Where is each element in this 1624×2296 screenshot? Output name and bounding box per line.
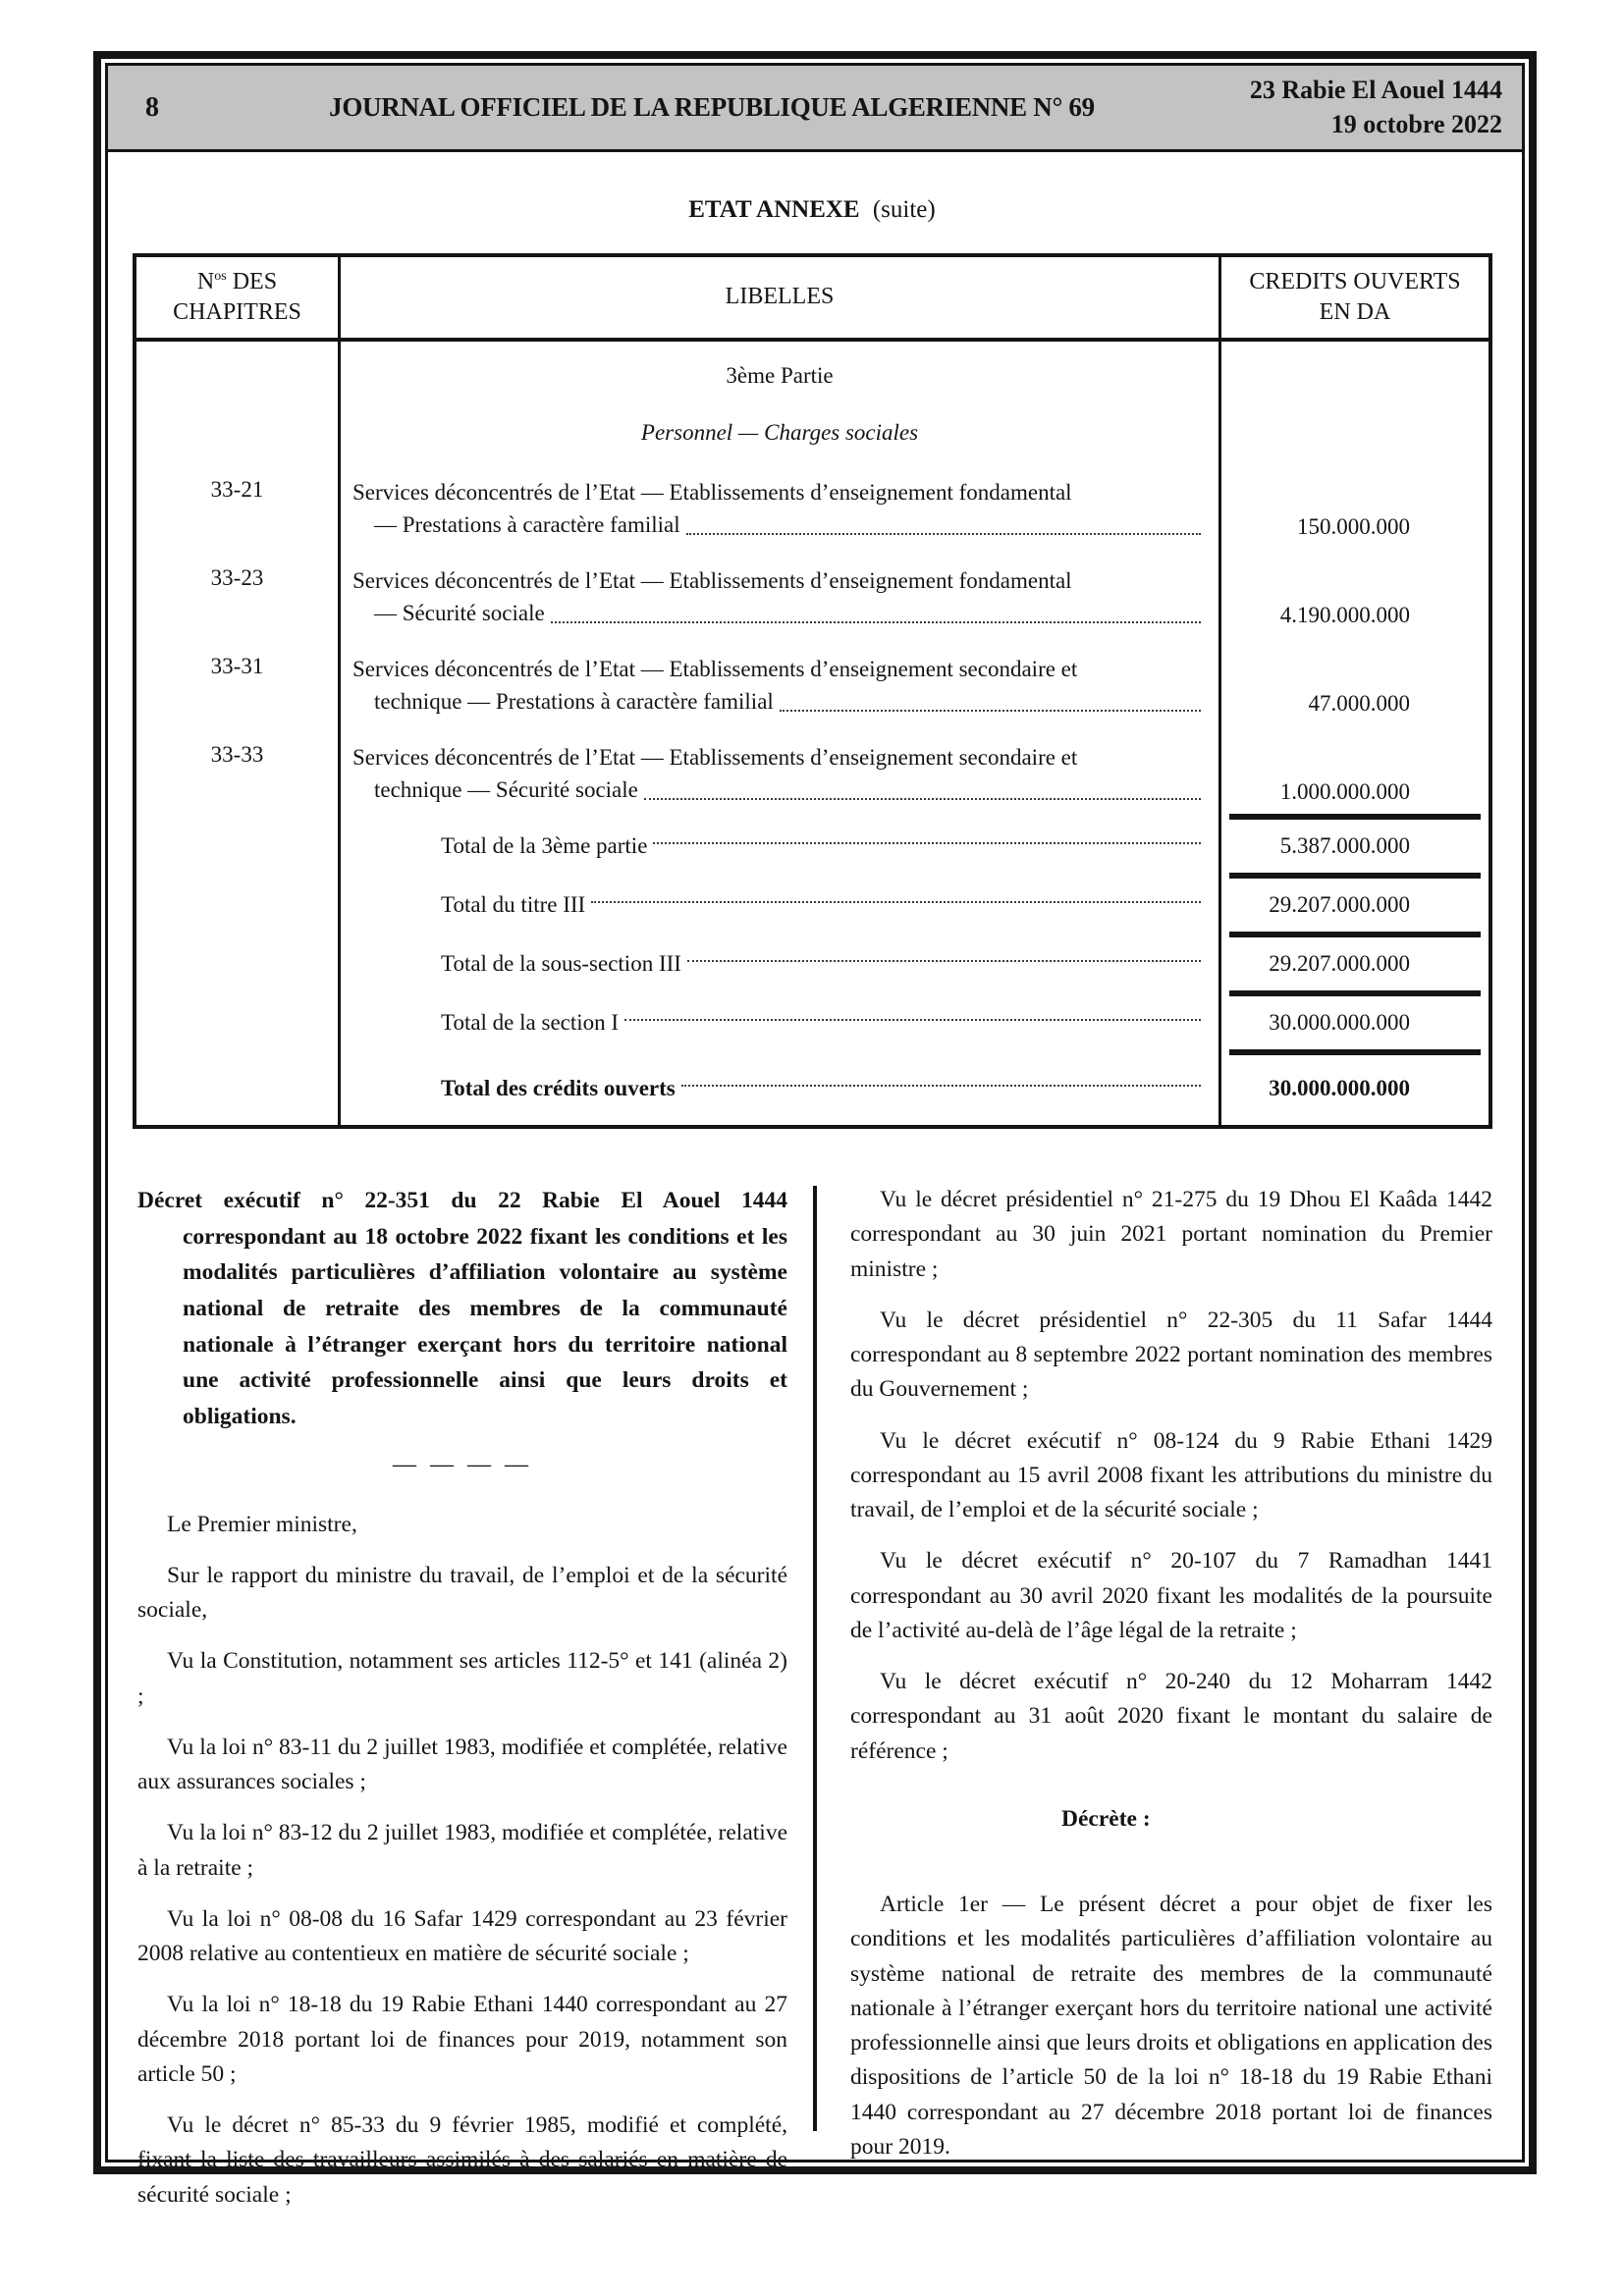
empty-cell <box>136 934 338 993</box>
paragraph: Vu la loi n° 83-11 du 2 juillet 1983, modifiée et complétée, relative aux assurances sociales ; <box>137 1734 787 1795</box>
total-label: Total de la sous-section III <box>338 934 1221 993</box>
credit-amount: 4.190.000.000 <box>1221 552 1489 640</box>
paragraph: Vu le décret exécutif n° 20-240 du 12 Moharram 1442 correspondant au 31 août 2020 fixant le montant du salaire de référence ; <box>850 1669 1492 1764</box>
issue-dates <box>1198 74 1522 141</box>
paragraph: Vu la loi n° 18-18 du 19 Rabie Ethani 1440 correspondant au 27 décembre 2018 portant loi de finances pour 2019, notamment son article 50 ; <box>137 1992 787 2087</box>
credit-amount: 150.000.000 <box>1221 463 1489 552</box>
libelle <box>338 552 1221 640</box>
dot-leader <box>681 1085 1201 1087</box>
chapter-number: 33-21 <box>136 463 338 552</box>
annexe-title-suffix: (suite) <box>872 196 936 223</box>
libelle-line1: Services déconcentrés de l’Etat — Etablissements d’enseignement secondaire et <box>352 745 1078 770</box>
libelle-line1: Services déconcentrés de l’Etat — Etablissements d’enseignement fondamental <box>352 568 1072 593</box>
credit-amount: 47.000.000 <box>1221 640 1489 728</box>
dot-leader <box>551 598 1201 624</box>
part-title: 3ème Partie <box>338 342 1221 404</box>
dot-leader <box>591 901 1201 903</box>
paragraph: Vu la loi n° 83-12 du 2 juillet 1983, modifiée et complétée, relative à la retraite ; <box>137 1820 787 1881</box>
col-header-credits-line2: EN DA <box>1319 299 1391 325</box>
page-number: 8 <box>145 91 159 123</box>
libelle <box>338 640 1221 728</box>
page-header <box>108 66 1522 152</box>
column-divider-rule <box>813 1186 817 2131</box>
total-amount: 29.207.000.000 <box>1221 876 1489 934</box>
annexe-title-main: ETAT ANNEXE <box>688 196 860 223</box>
empty-cell <box>1221 342 1489 404</box>
total-label: Total du titre III <box>338 876 1221 934</box>
date-gregorian: 19 octobre 2022 <box>1330 109 1502 138</box>
grand-total-label: Total des crédits ouverts <box>338 1052 1221 1125</box>
credit-amount: 1.000.000.000 <box>1221 728 1489 817</box>
empty-cell <box>136 404 338 463</box>
article-1-paragraph: Article 1er — Le présent décret a pour objet de fixer les conditions et les modalités particulières d’affiliation volontaire au système national de retraite des membres de la communauté nationale à l’étranger exerçant hors du territoire national une activité professionnelle ainsi que leurs droits et obligations en application des dispositions de l’article 50 de la loi n° 18-18 du 19 Rabie Ethani 1440 correspondant au 27 décembre 2018 portant loi de finances pour 2019. <box>850 1892 1492 2160</box>
part-subtitle: Personnel — Charges sociales <box>338 404 1221 463</box>
empty-cell <box>136 342 338 404</box>
col-header-chapitres <box>136 257 338 342</box>
journal-title: JOURNAL OFFICIEL DE LA REPUBLIQUE ALGERIENNE N° 69 <box>329 92 1095 122</box>
libelle <box>338 728 1221 817</box>
libelle-line2: technique — Prestations à caractère familial <box>352 686 1205 719</box>
total-label: Total de la section I <box>338 993 1221 1052</box>
paragraph: Vu le décret exécutif n° 20-107 du 7 Ramadhan 1441 correspondant au 30 avril 2020 fixant les modalités de la poursuite de l’activité au-delà de l’âge légal de la retraite ; <box>850 1548 1492 1643</box>
paragraph: Vu la loi n° 08-08 du 16 Safar 1429 correspondant au 23 février 2008 relative au contentieux en matière de sécurité sociale ; <box>137 1905 787 1967</box>
paragraph: Sur le rapport du ministre du travail, de l’emploi et de la sécurité sociale, <box>137 1562 787 1624</box>
dot-leader <box>644 774 1201 801</box>
paragraph: Vu la Constitution, notamment ses articles 112-5° et 141 (alinéa 2) ; <box>137 1648 787 1709</box>
date-hijri: 23 Rabie El Aouel 1444 <box>1249 76 1502 105</box>
left-column <box>137 1183 787 2213</box>
col-header-credits-line1: CREDITS OUVERTS <box>1249 268 1461 294</box>
libelle <box>338 463 1221 552</box>
total-amount: 29.207.000.000 <box>1221 934 1489 993</box>
libelle-line1: Services déconcentrés de l’Etat — Etablissements d’enseignement secondaire et <box>352 657 1078 681</box>
empty-cell <box>136 876 338 934</box>
decree-heading: Décret exécutif n° 22-351 du 22 Rabie El Aouel 1444 correspondant au 18 octobre 2022 fixant les conditions et les modalités particulières d’affiliation volontaire au système national de retraite des membres de la communauté nationale à l’étranger exerçant hors du territoire national une activité professionnelle ainsi que leurs droits et obligations. <box>137 1188 787 1429</box>
paragraph: Vu le décret présidentiel n° 21-275 du 19 Dhou El Kaâda 1442 correspondant au 30 juin 2021 portant nomination du Premier ministre ; <box>850 1187 1492 1282</box>
empty-cell <box>1221 404 1489 463</box>
col-header-chapitres-line2: CHAPITRES <box>173 299 301 325</box>
empty-cell <box>136 993 338 1052</box>
dot-leader <box>687 960 1201 962</box>
col-header-chapitres-line1: $N^{os}$ DES <box>196 268 278 294</box>
chapter-number: 33-23 <box>136 552 338 640</box>
libelle-line2: — Sécurité sociale <box>352 598 1205 630</box>
credits-table <box>133 253 1492 1129</box>
col-header-credits <box>1221 257 1489 342</box>
right-column <box>850 1183 1492 2164</box>
empty-cell <box>136 1052 338 1125</box>
empty-cell <box>136 817 338 876</box>
total-amount: 30.000.000.000 <box>1221 993 1489 1052</box>
grand-total-amount: 30.000.000.000 <box>1221 1052 1489 1125</box>
dot-leader <box>686 509 1201 536</box>
dot-leader <box>624 1019 1201 1021</box>
paragraph: Vu le décret n° 85-33 du 9 février 1985, modifié et complété, fixant la liste des travailleurs assimilés à des salariés en matière de sécurité sociale ; <box>137 2112 787 2208</box>
col-header-libelles: LIBELLES <box>338 257 1221 342</box>
total-label: Total de la 3ème partie <box>338 817 1221 876</box>
paragraph: Vu le décret exécutif n° 08-124 du 9 Rabie Ethani 1429 correspondant au 15 avril 2008 fixant les attributions du ministre du travail, de l’emploi et de la sécurité sociale ; <box>850 1427 1492 1522</box>
total-amount: 5.387.000.000 <box>1221 817 1489 876</box>
chapter-number: 33-33 <box>136 728 338 817</box>
libelle-line2: technique — Sécurité sociale <box>352 774 1205 807</box>
chapter-number: 33-31 <box>136 640 338 728</box>
dash-separator: — — — — <box>393 1451 532 1477</box>
paragraph: Le Premier ministre, <box>167 1511 357 1537</box>
dot-leader <box>780 686 1201 713</box>
libelle-line2: — Prestations à caractère familial <box>352 509 1205 542</box>
annexe-title <box>0 196 1624 224</box>
decrete-heading: Décrète : <box>1061 1805 1151 1832</box>
libelle-line1: Services déconcentrés de l’Etat — Etablissements d’enseignement fondamental <box>352 480 1072 505</box>
dot-leader <box>653 842 1201 844</box>
paragraph: Vu le décret présidentiel n° 22-305 du 11 Safar 1444 correspondant au 8 septembre 2022 portant nomination des membres du Gouvernement ; <box>850 1307 1492 1403</box>
